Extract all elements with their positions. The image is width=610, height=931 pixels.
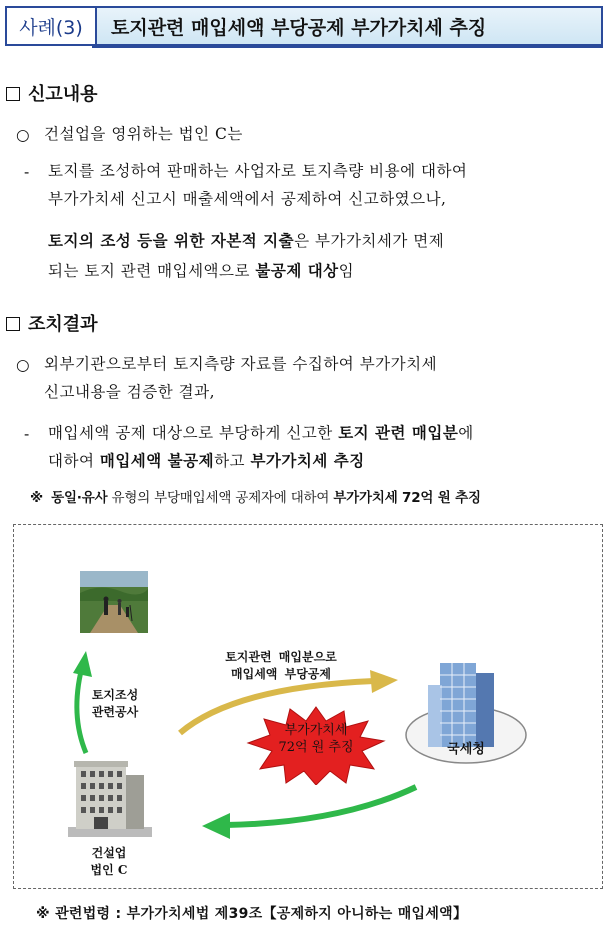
arrow-label-line-1: 토지관련 매입분으로 (225, 650, 337, 664)
capital-expenditure-emphasis: 토지의 조성 등을 위한 자본적 지출 (48, 231, 295, 250)
dash-bullet-icon: - (24, 425, 30, 443)
related-law-footer: ※ 관련법령 : 부가가치세법 제39조【공제하지 아니하는 매입세액】 (36, 906, 468, 922)
report-line-2: 부가가치세 신고시 매출세액에서 공제하여 신고하였으나, (48, 190, 447, 208)
similar-type-emphasis: 동일·유사 (51, 490, 108, 506)
circle-bullet-icon: ○ (16, 126, 30, 144)
non-deductible-emphasis: 불공제 대상 (255, 261, 339, 280)
result-line-2: 신고내용을 검증한 결과, (44, 383, 216, 401)
square-bullet-icon (6, 317, 20, 331)
construction-site-photo (80, 571, 148, 633)
arrow-label-line-2: 매입세액 부당공제 (231, 667, 331, 681)
similar-cases-note (30, 486, 481, 506)
section-result-title: 조치결과 (28, 314, 98, 335)
result-line-1: 외부기관으로부터 토지측량 자료를 수집하여 부가가치세 (44, 355, 438, 373)
burst-line-2: 72억 원 추징 (278, 740, 354, 755)
report-dash-text-2 (48, 226, 608, 286)
report-line-3-rest: 은 부가가치세가 면제 (294, 232, 445, 250)
nts-label: 국세청 (447, 742, 485, 757)
green-arrow-icon (200, 783, 420, 849)
case-number-label: 사례(3) (5, 6, 95, 46)
flow-diagram (13, 524, 603, 889)
section-report-title: 신고내용 (28, 84, 98, 105)
note-mark: ※ (30, 490, 43, 506)
burst-line-1: 부가가치세 (284, 723, 348, 738)
case-header (5, 6, 603, 46)
result-line-3-start: 매입세액 공제 대상으로 부당하게 신고한 (48, 424, 339, 442)
report-line-4-end: 임 (338, 262, 355, 280)
tax-collection-text (246, 722, 386, 756)
square-bullet-icon (6, 87, 20, 101)
company-label-line-1: 건설업 (91, 846, 127, 860)
header-underline (92, 46, 603, 48)
result-line-4-start: 대하여 (48, 452, 100, 470)
vat-collection-emphasis: 부가가치세 추징 (250, 451, 365, 470)
report-bullet-text: 건설업을 영위하는 법인 C는 (44, 125, 243, 143)
dash-bullet-icon: - (24, 163, 30, 181)
result-bullet-text (44, 350, 608, 406)
company-c-label (74, 845, 144, 879)
section-report-heading (6, 80, 98, 106)
land-purchase-emphasis: 토지 관련 매입분 (338, 423, 459, 442)
company-building-icon (68, 755, 152, 837)
result-line-3-end: 에 (458, 424, 474, 442)
input-tax-non-deduction-emphasis: 매입세액 불공제 (99, 451, 215, 470)
report-line-3 (48, 226, 608, 256)
result-line-4-mid: 하고 (214, 452, 251, 470)
note-text: 유형의 부당매입세액 공제자에 대하여 (107, 490, 334, 506)
construction-work-label (80, 687, 150, 721)
report-line-4-start: 되는 토지 관련 매입세액으로 (48, 262, 256, 280)
result-line-3 (48, 419, 608, 447)
construction-label-line-2: 관련공사 (91, 705, 139, 719)
vat-72-billion-emphasis: 부가가치세 72억 원 추징 (333, 490, 481, 506)
report-dash-text-1 (48, 157, 608, 213)
construction-label-line-1: 토지조성 (91, 688, 139, 702)
circle-bullet-icon: ○ (16, 356, 30, 374)
report-line-1: 토지를 조성하여 판매하는 사업자로 토지측량 비용에 대하여 (48, 162, 468, 180)
result-line-4 (48, 447, 608, 475)
section-result-heading (6, 310, 98, 336)
company-label-line-2: 법인 C (90, 863, 128, 877)
result-dash-text (48, 419, 608, 475)
report-line-4 (48, 256, 608, 286)
case-title: 토지관련 매입세액 부당공제 부가가치세 추징 (95, 6, 603, 46)
